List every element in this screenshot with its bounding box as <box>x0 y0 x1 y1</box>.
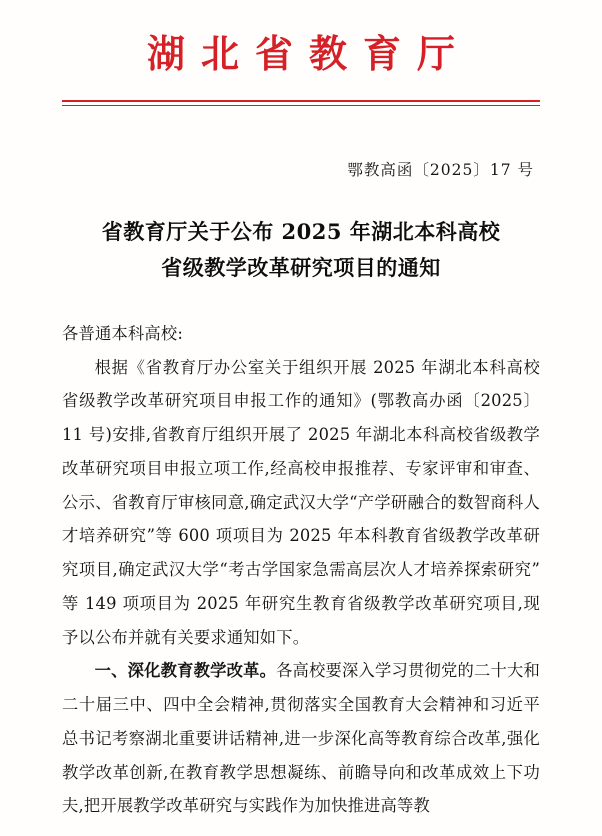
paragraph-2-heading: 一、深化教育教学改革。 <box>94 661 277 681</box>
masthead <box>62 0 540 106</box>
document-title-line-1: 省教育厅关于公布 2025 年湖北本科高校 <box>101 218 501 244</box>
paragraph-1: 根据《省教育厅办公室关于组织开展 2025 年湖北本科高校省级教学改革研究项目申报工作的通知》(鄂教高办函〔2025〕11 号)安排,省教育厅组织开展了 2025 年湖北本科高校省级教学改革研究项目申报立项工作,经高校申报推荐、专家评审和审查、公示、省教育厅审核同意,确定武汉大学“产学研融合的数智商科人才培养研究”等 600 项项目为 2025 年本科教育省级教学改革研究项目,确定武汉大学“考古学国家急需高层次人才培养探索研究”等 149 项项目为 2025 年研究生教育省级教学改革研究项目,现予以公布并就有关要求通知如下。 <box>62 357 540 647</box>
issuing-authority-title: 湖北省教育厅 <box>146 31 471 76</box>
salutation: 各普通本科高校: <box>62 324 184 343</box>
paragraph-2 <box>62 654 540 823</box>
document-title <box>62 214 540 288</box>
paragraph-2-text: 各高校要深入学习贯彻党的二十大和二十届三中、四中全会精神,贯彻落实全国教育大会精神和习近平总书记考察湖北重要讲话精神,进一步深化高等教育综合改革,强化教学改革创新,在教育教学思想凝练、前瞻导向和改革成效上下功夫,把开展教学改革研究与实践作为加快推进高等教 <box>62 661 540 816</box>
document-title-line-2: 省级教学改革研究项目的通知 <box>161 255 441 281</box>
document-body <box>62 317 540 823</box>
masthead-rule-thin <box>62 105 540 106</box>
masthead-rule-thick <box>62 100 540 102</box>
document-number: 鄂教高函〔2025〕17 号 <box>347 160 534 179</box>
document-number-row <box>62 158 540 180</box>
masthead-rules <box>62 100 540 106</box>
